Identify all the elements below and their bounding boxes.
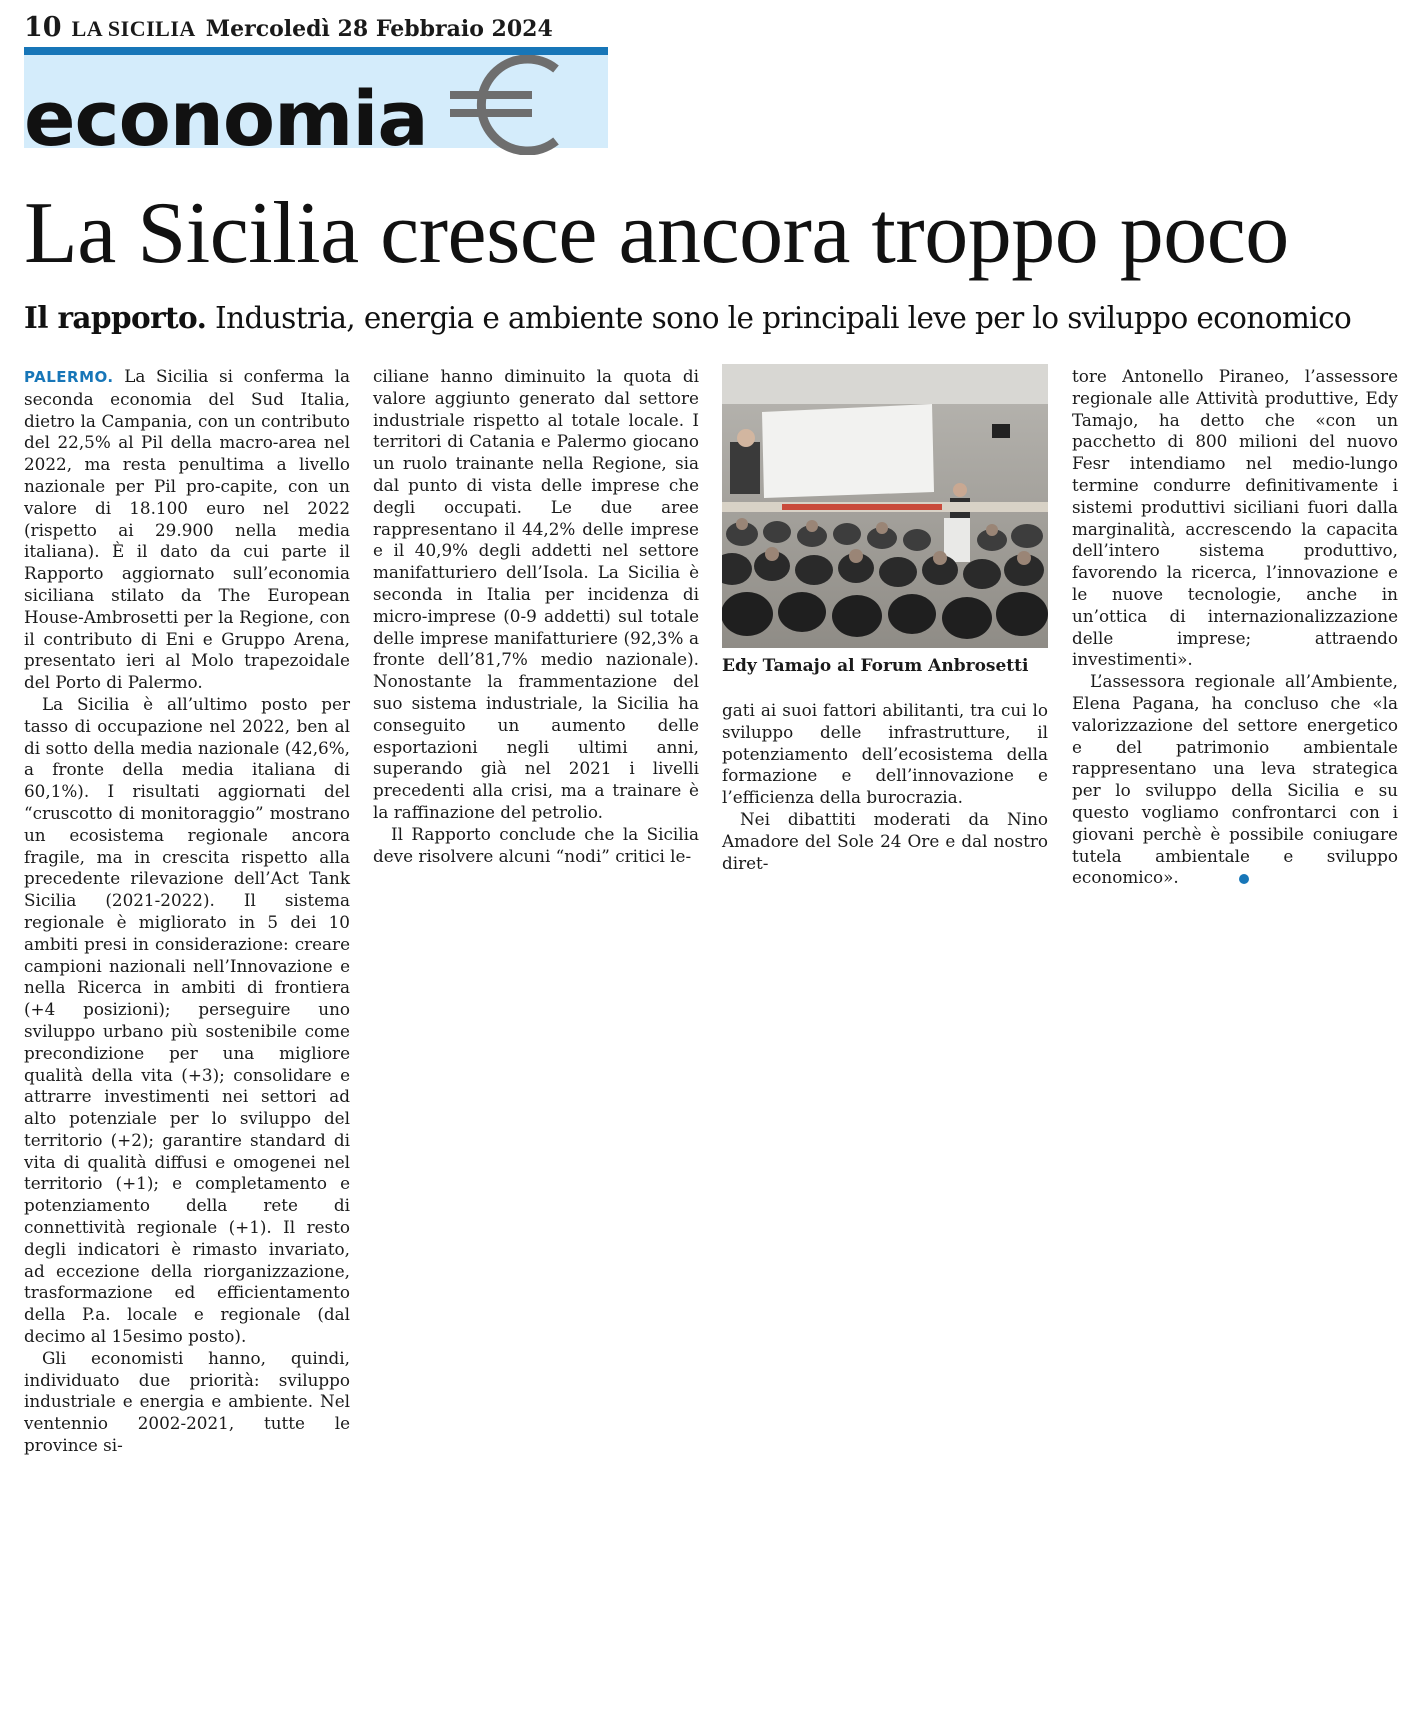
page-number: 10 — [24, 12, 62, 43]
article-column-1 — [24, 366, 350, 1457]
paragraph: Il Rapporto conclude che la Sicilia deve risolvere alcuni “nodi” critici le- — [373, 823, 699, 866]
paragraph: tore Antonello Piraneo, l’assessore regionale alle Attività produttive, Edy Tamajo, ha detto che «con un pacchetto di 800 milioni del nuovo Fesr intendiamo nel medio-lungo termine condurre definitivamente i sistemi produttivi siciliani fuori dalla marginalità, accrescendo la capacita dell’intero sistema produttivo, favorendo la ricerca, l’innovazione e le nuove tecnologie, anche in un’ottica di internazionalizzazione delle imprese; attraendo investimenti». — [1072, 366, 1398, 670]
article-subhead — [24, 298, 1394, 338]
paragraph: gati ai suoi fattori abilitanti, tra cui lo sviluppo delle infrastrutture, il potenziamento dell’ecosistema della formazione e dell’innovazione e l’efficienza della burocrazia. — [722, 700, 1048, 808]
euro-icon — [448, 55, 572, 155]
section-band — [24, 47, 608, 163]
paragraph-text: La Sicilia si conferma la seconda economia del Sud Italia, dietro la Campania, con un contributo del 22,5% al Pil della macro-area nel 2022, ma resta penultima a livello nazionale per Pil pro-capite, con un valore di 18.100 euro nel 2022 (rispetto ai 29.900 nella media italiana). È il dato da cui parte il Rapporto aggiornato sull’economia siciliana stilato da The European House-Ambrosetti per la Regione, con il contributo di Eni e Gruppo Arena, presentato ieri al Molo trapezoidale del Porto di Palermo. — [24, 366, 350, 693]
article-headline: La Sicilia cresce ancora troppo poco — [24, 185, 1289, 282]
photo-caption: Edy Tamajo al Forum Anbrosetti — [722, 656, 1029, 676]
section-title: economia — [24, 74, 428, 163]
paragraph — [24, 366, 350, 694]
article-kicker: Il rapporto. — [24, 300, 207, 335]
subhead-text: Industria, energia e ambiente sono le principali leve per lo sviluppo economico — [215, 301, 1352, 335]
paragraph — [1072, 671, 1398, 889]
paragraph: Nei dibattiti moderati da Nino Amadore del Sole 24 Ore e dal nostro diret- — [722, 808, 1048, 873]
masthead: LA SICILIA — [71, 16, 196, 41]
article-column-4 — [1072, 366, 1398, 889]
conference-photo — [722, 364, 1048, 648]
article-photo — [722, 364, 1048, 648]
dateline: PALERMO. — [24, 368, 114, 386]
end-of-article-dot — [1239, 874, 1249, 884]
issue-date: Mercoledì 28 Febbraio 2024 — [205, 16, 553, 42]
paragraph-text: L’assessora regionale all’Ambiente, Elena Pagana, ha concluso che «la valorizzazione del settore energetico e del patrimonio ambientale rappresentano una leva strategica per lo sviluppo della Sicilia e su questo vogliamo confrontarci con i giovani perchè è possibile coniugare tutela ambientale e sviluppo economico». — [1072, 671, 1398, 888]
paragraph: La Sicilia è all’ultimo posto per tasso di occupazione nel 2022, ben al di sotto della media nazionale (42,6%, a fronte della media italiana di 60,1%). I risultati aggiornati del “cruscotto di monitoraggio” mostrano un ecosistema regionale ancora fragile, ma in crescita rispetto alla precedente rilevazione dell’Act Tank Sicilia (2021-2022). Il sistema regionale è migliorato in 5 dei 10 ambiti presi in considerazione: creare campioni nazionali nell’Innovazione e nella Ricerca in ambiti di frontiera (+4 posizioni); perseguire uno sviluppo urbano più sostenibile come precondizione per una migliore qualità della vita (+3); consolidare e attrarre investimenti nei settori ad alto potenziale per lo sviluppo del territorio (+2); garantire standard di vita di qualità diffusi e omogenei nel territorio (+1); e completamento e potenziamento della rete di connettività regionale (+1). Il resto degli indicatori è rimasto invariato, ad eccezione della riorganizzazione, trasformazione ed efficientamento della P.a. locale e regionale (dal decimo al 15esimo posto). — [24, 693, 350, 1347]
article-column-3 — [722, 700, 1048, 874]
page-header — [24, 12, 553, 46]
paragraph: ciliane hanno diminuito la quota di valore aggiunto generato dal settore industriale rispetto al totale locale. I territori di Catania e Palermo giocano un ruolo trainante nella Regione, sia dal punto di vista delle imprese che degli occupati. Le due aree rappresentano il 44,2% delle imprese e il 40,9% degli addetti nel settore manifatturiero dell’Isola. La Sicilia è seconda in Italia per incidenza di micro-imprese (0-9 addetti) sul totale delle imprese manifatturiere (92,3% a fronte dell’81,7% medio nazionale). Nonostante la frammentazione del suo sistema industriale, la Sicilia ha conseguito un aumento delle esportazioni negli ultimi anni, superando già nel 2021 i livelli precedenti alla crisi, ma a trainare è la raffinazione del petrolio. — [373, 366, 699, 822]
paragraph: Gli economisti hanno, quindi, individuato due priorità: sviluppo industriale e energia e ambiente. Nel ventennio 2002-2021, tutte le province si- — [24, 1347, 350, 1456]
article-column-2 — [373, 366, 699, 867]
